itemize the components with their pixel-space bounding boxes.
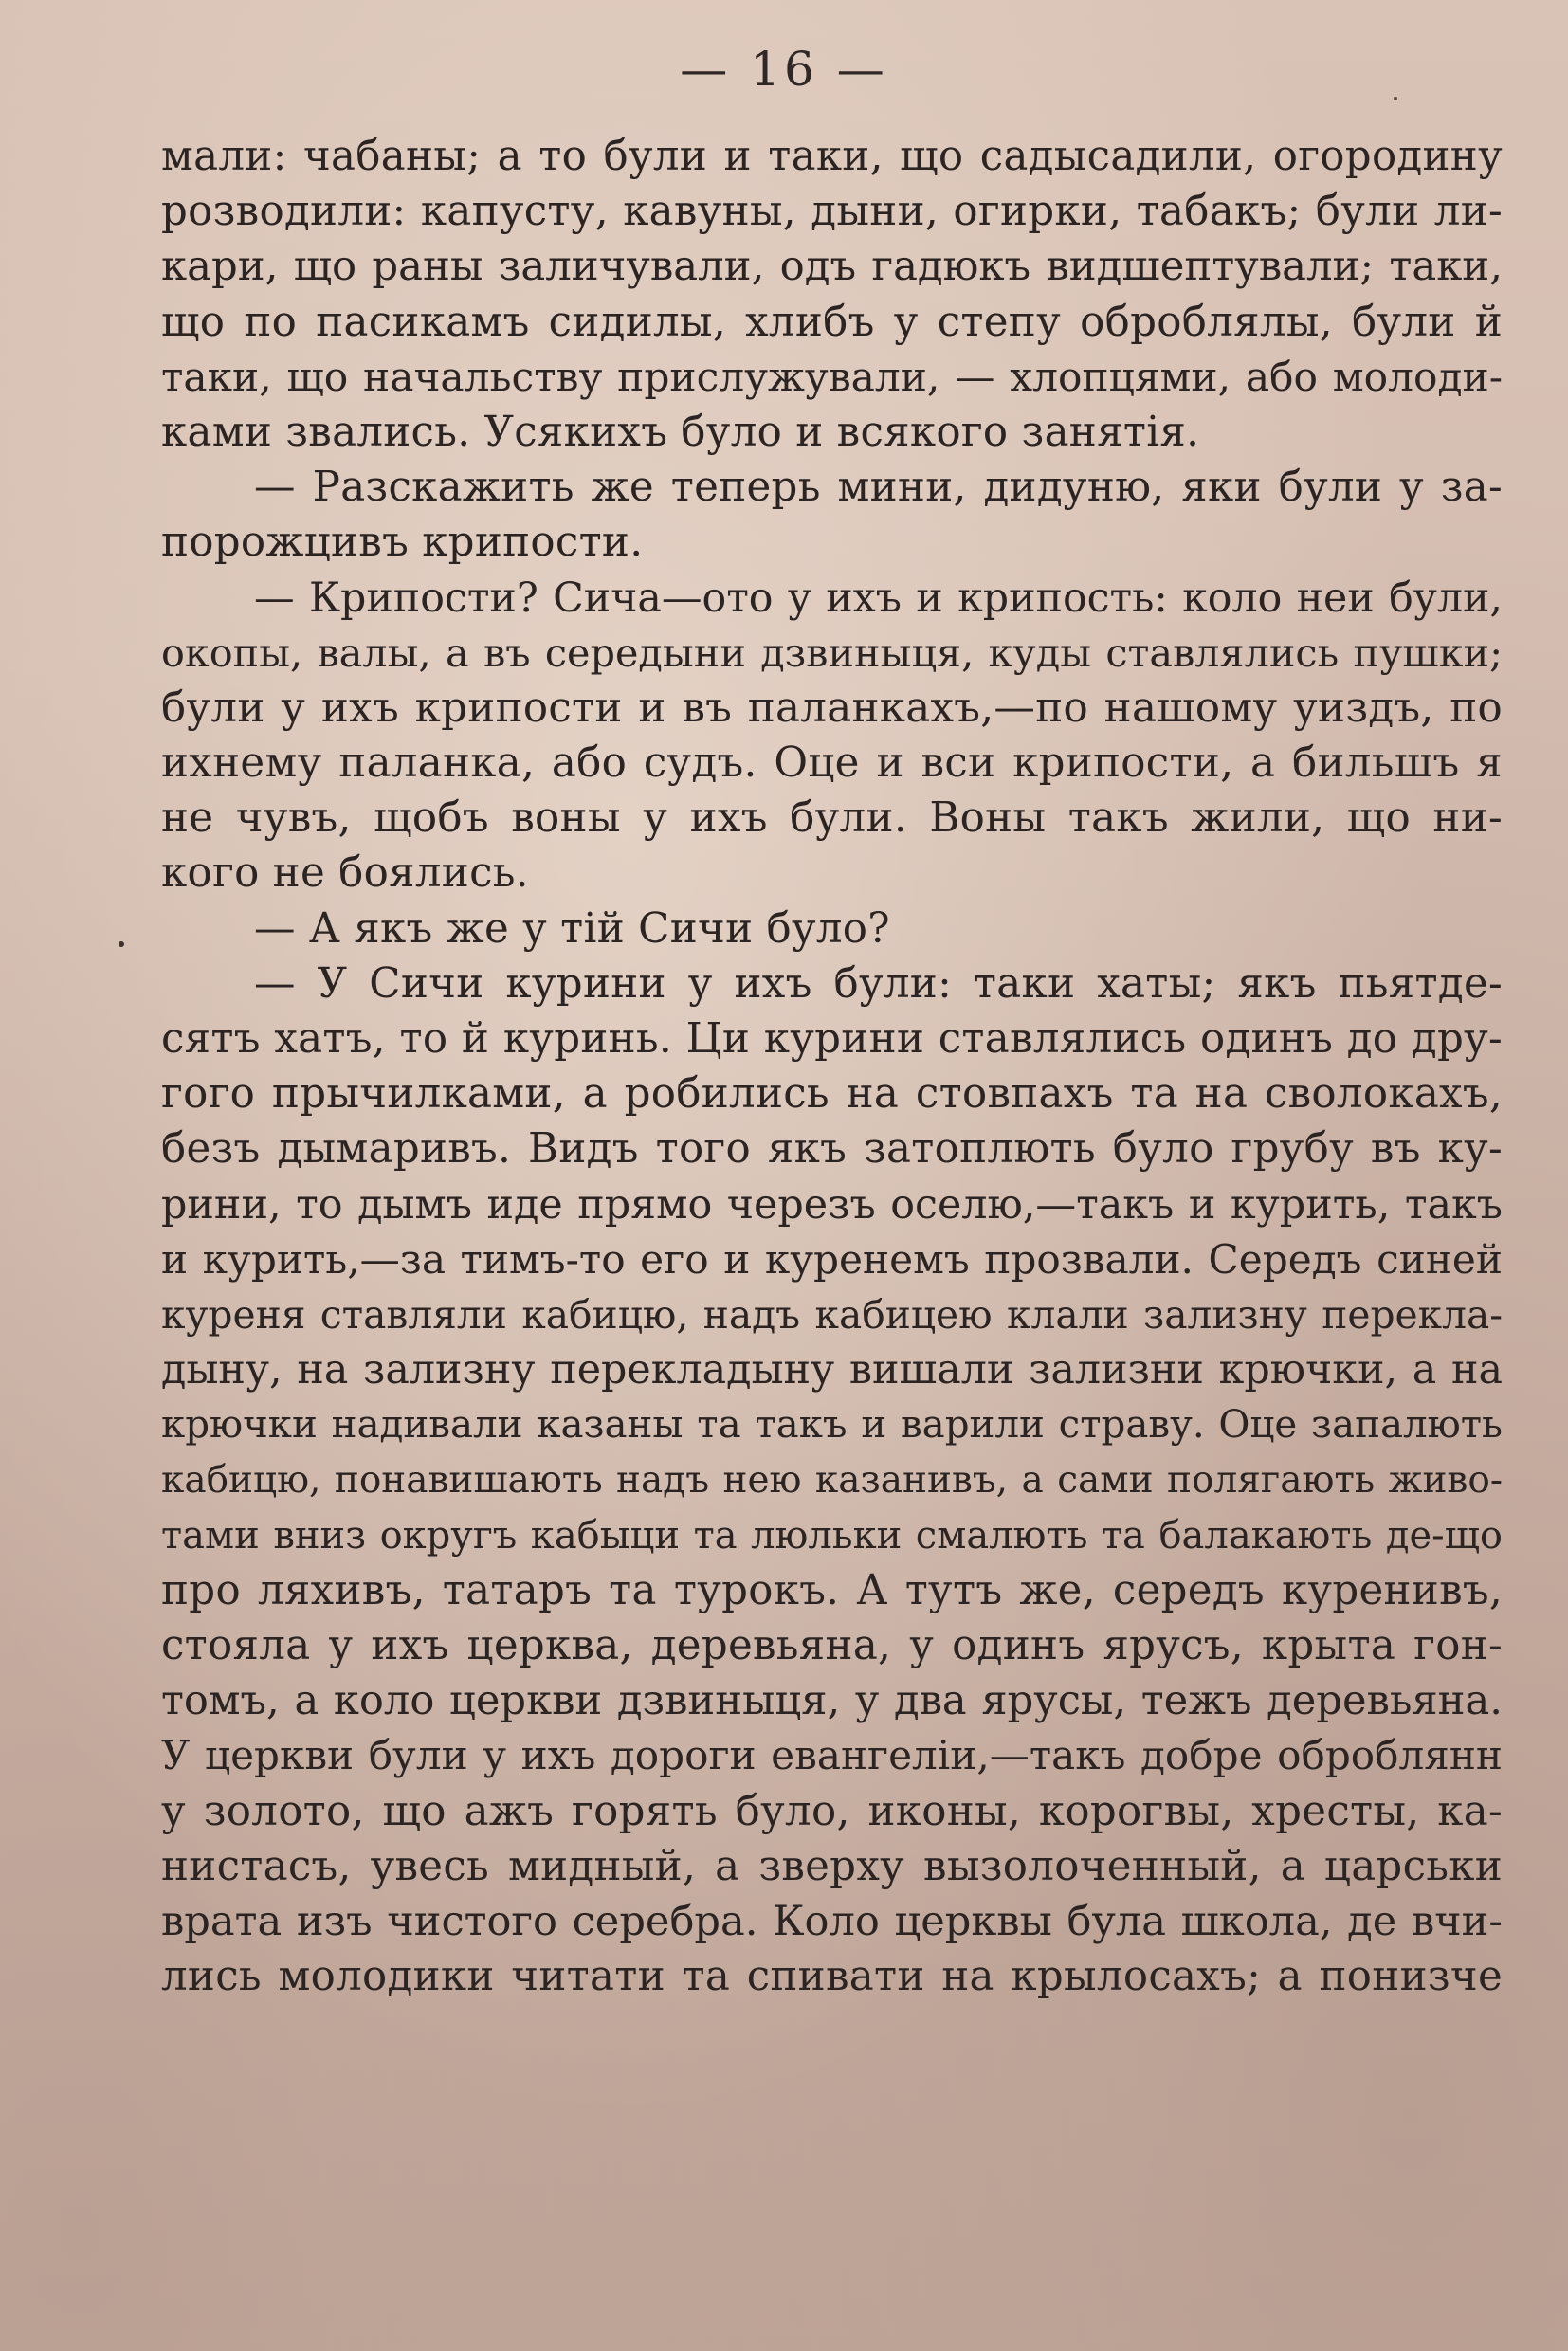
text-line: стояла у ихъ церква, деревьяна, у одинъ ярусъ, крыта гон- [161, 1622, 1503, 1670]
text-line: — Разскажить же теперь мини, дидуню, яки були у за- [254, 464, 1503, 512]
text-line: гого прычилками, а робились на стовпахъ та на сволокахъ, [161, 1070, 1503, 1119]
text-line: — Крипости? Сича—ото у ихъ и крипость: коло неи були, [254, 574, 1503, 622]
text-line: кого не боялись. [161, 849, 529, 898]
text-line: мали: чабаны; а то були и таки, що садысадили, огородину [161, 133, 1503, 180]
text-line: и курить,—за тимъ-то его и куренемъ прозвали. Середъ синей [161, 1235, 1503, 1283]
body-text [161, 129, 1503, 2004]
text-line: лись молодики читати та спивати на крылосахъ; а понизче [161, 1953, 1503, 2001]
text-line: були у ихъ крипости и въ паланкахъ,—по нашому уиздъ, по [161, 683, 1503, 732]
text-line: окопы, валы, а въ середыни дзвиныця, куды ставлялись пушки; [161, 629, 1503, 676]
text-line: куреня ставляли кабицю, надъ кабицею клали зализну перекла- [161, 1291, 1503, 1338]
text-line: безъ дымаривъ. Видъ того якъ затоплють було грубу въ ку- [161, 1125, 1503, 1174]
text-line: що по пасикамъ сидилы, хлибъ у степу оброблялы, були й [161, 298, 1503, 346]
text-line: — У Сичи курини у ихъ були: таки хаты; якъ пьятде- [254, 959, 1503, 1008]
ink-speck [1394, 97, 1397, 100]
page-number: — 16 — [680, 42, 888, 97]
text-line: не чувъ, щобъ воны у ихъ були. Воны такъ жили, що ни- [161, 794, 1503, 843]
text-line: у золото, що ажъ горять було, иконы, корогвы, хресты, ка- [161, 1787, 1503, 1835]
ink-speck [119, 941, 124, 947]
text-line: сятъ хатъ, то й куринь. Ци курини ставлялись одинъ до дру- [161, 1015, 1503, 1063]
text-line: таки, що начальству прислужували, — хлопцями, або молоди- [161, 353, 1503, 400]
text-line: ками звались. Усякихъ було и всякого занятія. [161, 408, 1200, 456]
text-line: порожцивъ крипости. [161, 519, 644, 567]
text-line: У церкви були у ихъ дороги евангеліи,—такъ добре оброблянн [161, 1732, 1503, 1779]
text-line: врата изъ чистого серебра. Коло церквы була школа, де вчи- [161, 1898, 1503, 1945]
text-line: кабицю, понавишають надъ нею казанивъ, а сами полягають живо- [161, 1458, 1503, 1502]
text-line: — А якъ же у тій Сичи було? [254, 904, 890, 953]
text-line: кари, що раны заличували, одъ гадюкъ видшептували; таки, [161, 243, 1503, 291]
text-line: розводили: капусту, кавуны, дыни, огирки, табакъ; були ли- [161, 188, 1503, 236]
text-line: крючки надивали казаны та такъ и варили страву. Оце запалють [161, 1402, 1503, 1448]
text-line: про ляхивъ, татаръ та турокъ. А тутъ же, середъ куренивъ, [161, 1566, 1503, 1614]
text-line: тами вниз округъ кабыци та люльки смалють та балакають де-що [161, 1513, 1503, 1558]
text-line: рини, то дымъ иде прямо черезъ оселю,—такъ и курить, такъ [161, 1180, 1503, 1229]
text-line: нистасъ, увесь мидный, а зверху вызолоченный, а царськи [161, 1842, 1503, 1890]
text-line: ихнему паланка, або судъ. Оце и вси крипости, а бильшъ я [161, 739, 1503, 788]
text-line: дыну, на зализну перекладыну вишали зализни крючки, а на [161, 1346, 1503, 1394]
text-line: томъ, а коло церкви дзвиныця, у два ярусы, тежъ деревьяна. [161, 1677, 1503, 1725]
